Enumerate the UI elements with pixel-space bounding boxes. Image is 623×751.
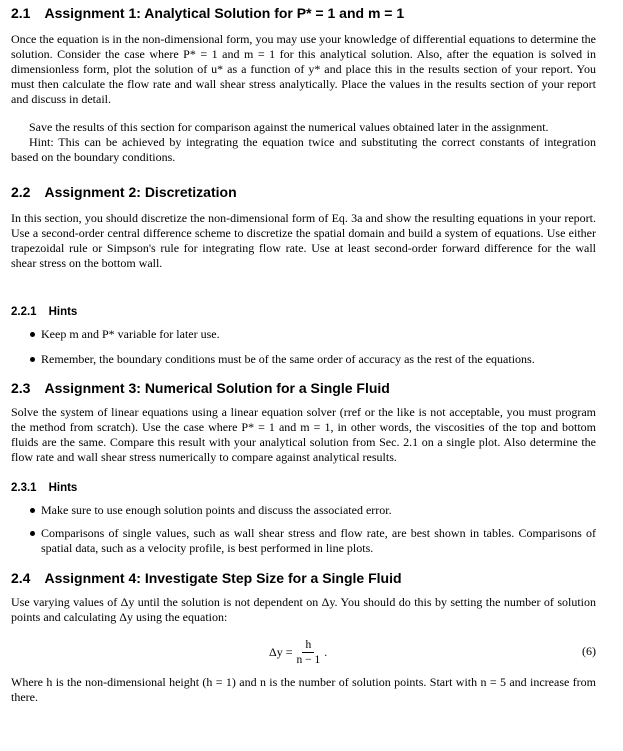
section-number: 2.4 <box>11 570 31 586</box>
section-heading-2-4 <box>11 570 596 587</box>
list-item: Keep m and P* variable for later use. <box>11 327 596 342</box>
fraction-numerator: h <box>302 639 314 653</box>
equation-6 <box>11 635 596 667</box>
section-number: 2.2 <box>11 184 31 200</box>
section-2-1-paragraph-2: Save the results of this section for comparison against the numerical values obtained later in the assignment. <box>29 120 549 134</box>
subsection-number: 2.2.1 <box>11 306 37 318</box>
subsection-heading-2-3-1 <box>11 481 596 495</box>
section-2-3-paragraph: Solve the system of linear equations using a linear equation solver (rref or the like is not acceptable, you must program the method from scratch). Use the case where P* = 1 and m = 1, in other words, the viscosities of the top and bottom fluids are the same. Compare this result with your analytical solution from Sec. 2.1 on a single plot. Also determine the flow rate and wall shear stress numerically to compare against analytical results. <box>11 405 596 464</box>
section-2-2-paragraph: In this section, you should discretize the non-dimensional form of Eq. 3a and show the resulting equations in your report. Use a second-order central difference scheme to discretize the spatial domain and build a system of equations. Use either trapezoidal rule or Simpson's rule for integrating flow rate. Use at least second-order forward difference for the wall shear stress on the bottom wall. <box>11 211 596 270</box>
equation-number: (6) <box>582 644 596 658</box>
list-item: Remember, the boundary conditions must be of the same order of accuracy as the rest of the equations. <box>11 352 596 367</box>
section-2-1-hint: Hint: This can be achieved by integrating the equation twice and substituting the correct constants of integration based on the boundary conditions. <box>11 135 596 164</box>
section-title: Assignment 1: Analytical Solution for P* = 1 and m = 1 <box>44 5 405 21</box>
document-page <box>11 0 596 705</box>
subsection-title: Hints <box>48 306 78 318</box>
equation-period: . <box>324 645 328 659</box>
section-title: Assignment 2: Discretization <box>44 184 237 200</box>
equation-body <box>269 639 327 666</box>
equation-lhs: Δy = <box>269 645 293 659</box>
section-number: 2.3 <box>11 380 31 396</box>
section-heading-2-2 <box>11 184 596 201</box>
hints-list-2-2-1 <box>11 327 596 367</box>
subsection-heading-2-2-1 <box>11 305 596 319</box>
section-2-4-paragraph-2: Where h is the non-dimensional height (h = 1) and n is the number of solution points. Start with n = 5 and increase from there. <box>11 675 596 704</box>
fraction-denominator: n − 1 <box>296 654 321 666</box>
subsection-number: 2.3.1 <box>11 482 37 494</box>
section-heading-2-3 <box>11 380 596 397</box>
list-item: Make sure to use enough solution points and discuss the associated error. <box>11 503 596 518</box>
section-number: 2.1 <box>11 5 31 21</box>
section-heading-2-1 <box>11 5 596 22</box>
subsection-title: Hints <box>48 482 78 494</box>
list-item: Comparisons of single values, such as wall shear stress and flow rate, are best shown in tables. Comparisons of spatial data, such as a velocity profile, is best performed in line plots. <box>11 526 596 556</box>
section-title: Assignment 3: Numerical Solution for a Single Fluid <box>44 380 390 396</box>
section-2-1-paragraph-1: Once the equation is in the non-dimensional form, you may use your knowledge of differential equations to determine the solution. Consider the case where P* = 1 and m = 1 for this analytical solution. Also, after the equation is solved in dimensionless form, plot the solution of u* as a function of y* and place this in the results section of your report. You must then calculate the flow rate and wall shear stress analytically. Place the values in the results section of your report and discuss in detail. <box>11 32 596 106</box>
section-title: Assignment 4: Investigate Step Size for a Single Fluid <box>44 570 402 586</box>
equation-fraction <box>296 639 320 666</box>
section-2-4-paragraph-1: Use varying values of Δy until the solution is not dependent on Δy. You should do this by setting the number of solution points and calculating Δy using the equation: <box>11 595 596 624</box>
hints-list-2-3-1 <box>11 503 596 556</box>
